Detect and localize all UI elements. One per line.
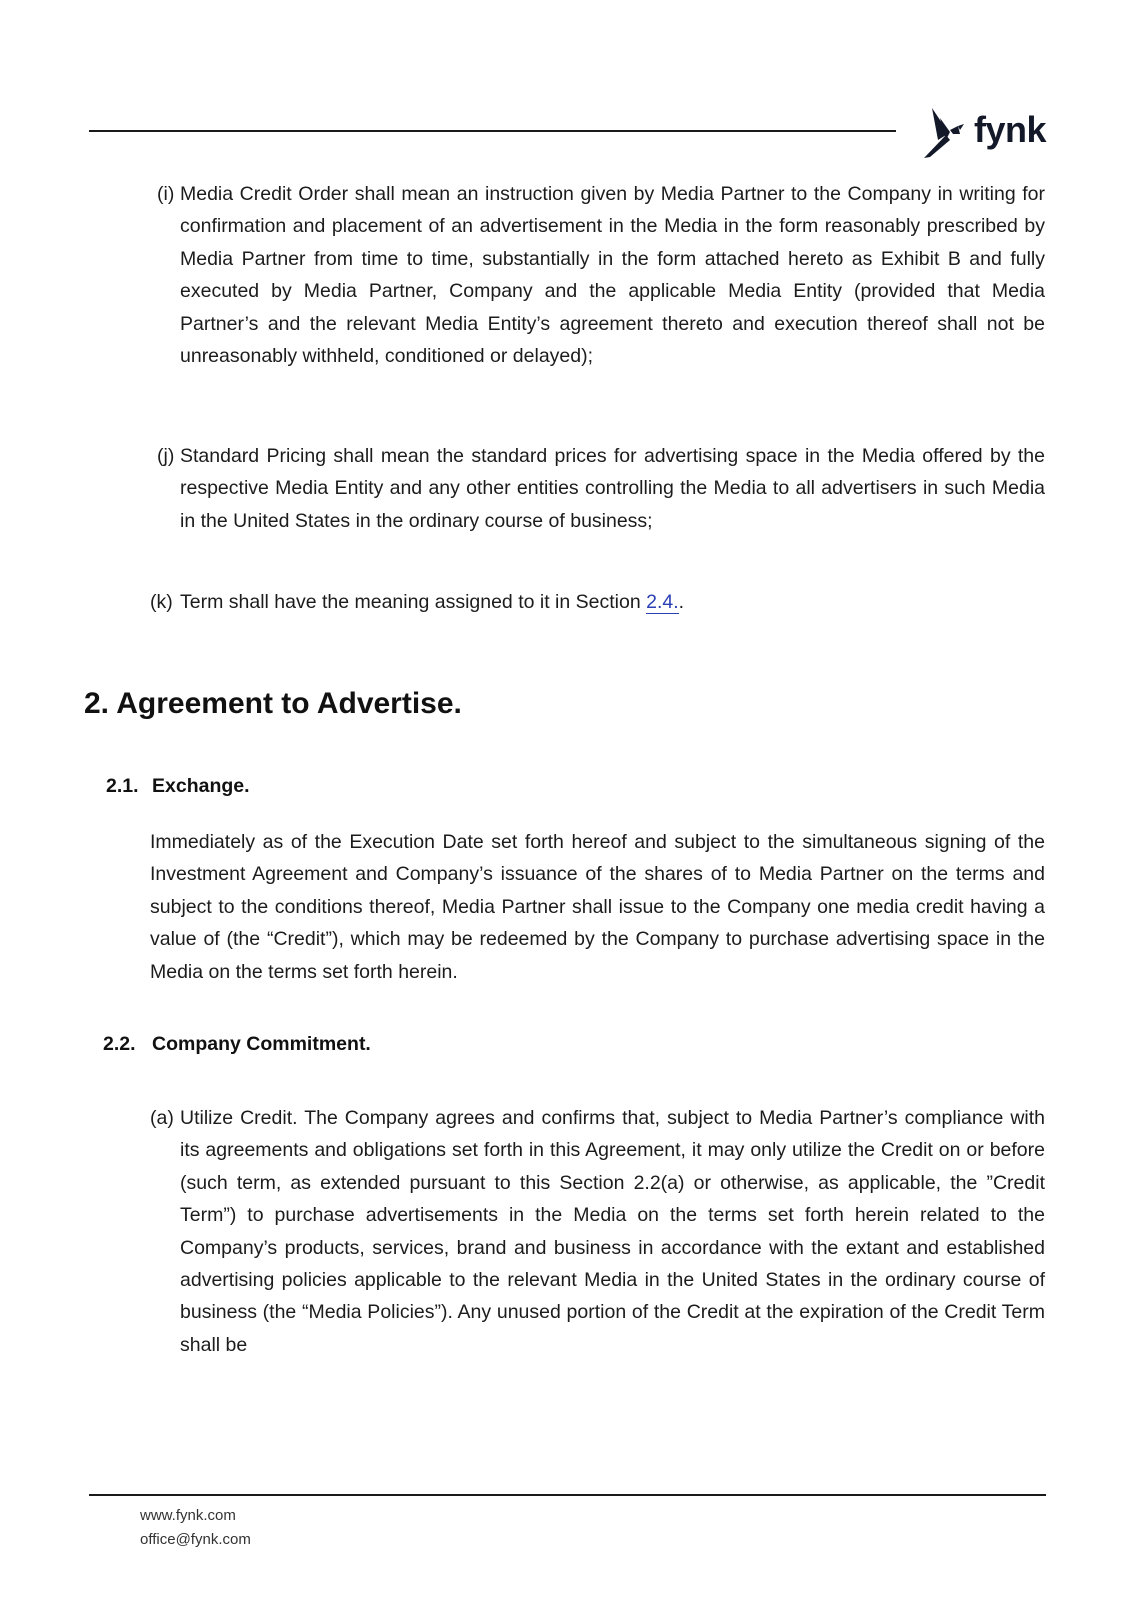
fynk-logo xyxy=(920,104,1050,160)
footer-email[interactable]: office@fynk.com xyxy=(140,1531,251,1548)
item-text-before: Term shall have the meaning assigned to it in Section xyxy=(180,591,647,613)
section-title: 2. Agreement to Advertise. xyxy=(84,687,462,720)
footer-divider xyxy=(89,1494,1046,1496)
item-text: Media Credit Order shall mean an instruction given by Media Partner to the Company in writing for confirmation and placement of an advertisement in the Media in the form reasonably prescribed by Media Partner from time to time, substantially in the form attached hereto as Exhibit B and fully executed by Media Partner, Company and the applicable Media Entity (provided that Media Partner’s and the relevant Media Entity’s agreement thereto and execution thereof shall not be unreasonably withheld, conditioned or delayed); xyxy=(180,183,1045,368)
commitment-item-a xyxy=(150,1102,1045,1361)
definition-item-k xyxy=(150,586,1045,618)
logo-wordmark: fynk xyxy=(974,109,1047,150)
item-label: (i) xyxy=(157,183,175,205)
footer-website[interactable]: www.fynk.com xyxy=(140,1507,236,1524)
bird-logo-icon xyxy=(920,104,972,160)
subsection-number: 2.1. xyxy=(106,775,139,797)
item-text: Utilize Credit. The Company agrees and confirms that, subject to Media Partner’s compliance with its agreements and obligations set forth in this Agreement, it may only utilize the Credit on or before (such term, as extended pursuant to this Section 2.2(a) or otherwise, as applicable, the ”Credit Term”) to purchase advertisements in the Media on the terms set forth herein related to the Company’s products, services, brand and business in accordance with the extant and established advertising policies applicable to the relevant Media in the United States in the ordinary course of business (the “Media Policies”). Any unused portion of the Credit at the expiration of the Credit Term shall be xyxy=(180,1107,1045,1356)
item-label: (a) xyxy=(150,1107,174,1129)
subsection-number: 2.2. xyxy=(103,1033,136,1055)
item-text-after: . xyxy=(678,591,685,613)
subsection-title: Company Commitment. xyxy=(152,1033,371,1055)
item-label: (k) xyxy=(150,591,173,613)
item-text xyxy=(180,586,1045,618)
definition-item-j xyxy=(157,440,1045,537)
item-text: Standard Pricing shall mean the standard prices for advertising space in the Media offered by the respective Media Entity and any other entities controlling the Media to all advertisers in such Media in the United States in the ordinary course of business; xyxy=(180,445,1045,532)
definition-item-i xyxy=(157,178,1045,372)
subsection-title: Exchange. xyxy=(152,775,250,797)
item-label: (j) xyxy=(157,445,175,467)
section-link[interactable]: 2.4. xyxy=(646,591,679,613)
header-divider xyxy=(89,130,896,132)
exchange-paragraph: Immediately as of the Execution Date set forth hereof and subject to the simultaneous signing of the Investment Agreement and Company’s issuance of the shares of to Media Partner on the terms and subject to the conditions thereof, Media Partner shall issue to the Company one media credit having a value of (the “Credit”), which may be redeemed by the Company to purchase advertising space in the Media on the terms set forth herein. xyxy=(150,831,1045,983)
